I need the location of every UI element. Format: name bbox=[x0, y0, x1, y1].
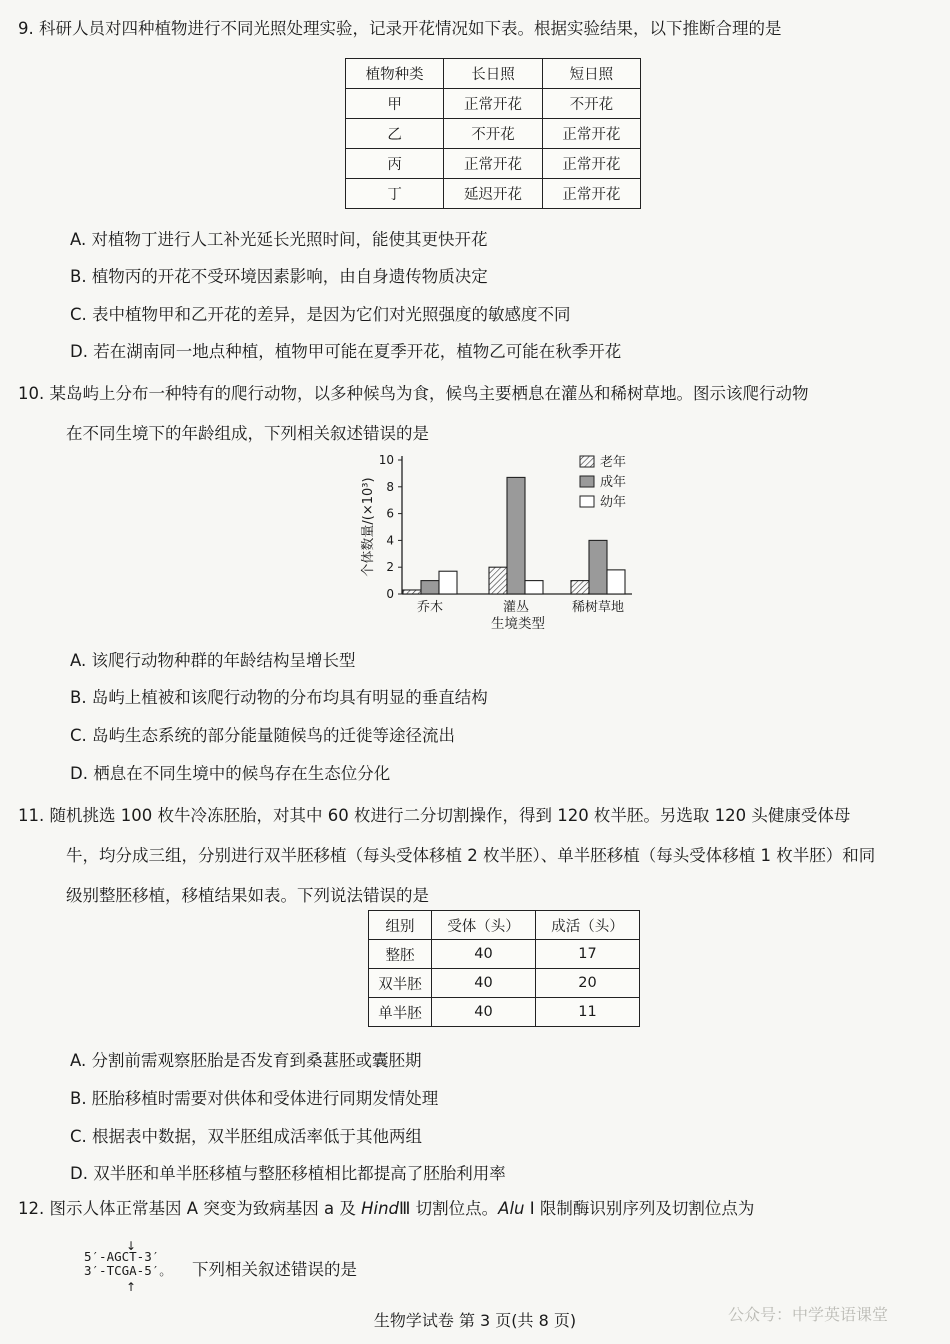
table-cell: 正常开花 bbox=[542, 119, 640, 149]
t11-header-row bbox=[369, 911, 640, 940]
table-row bbox=[346, 149, 641, 179]
y-tick-label: 10 bbox=[378, 453, 394, 467]
table-cell: 延迟开花 bbox=[444, 179, 542, 209]
y-axis-label: 个体数量/(×10³) bbox=[361, 477, 376, 577]
legend-swatch bbox=[580, 456, 594, 467]
bar-adult bbox=[589, 540, 607, 594]
x-tick-label: 乔木 bbox=[416, 600, 444, 615]
t11-header-cell: 组别 bbox=[369, 911, 432, 940]
t9-header-cell: 长日照 bbox=[444, 59, 542, 89]
t11-header-cell: 成活（头） bbox=[535, 911, 639, 940]
legend-label: 老年 bbox=[600, 455, 627, 470]
table-row bbox=[369, 940, 640, 969]
bar-adult bbox=[507, 477, 525, 594]
cut-site-arrow-bottom: ↑ bbox=[126, 1280, 137, 1294]
table-row bbox=[369, 998, 640, 1027]
t9-header-row bbox=[346, 59, 641, 89]
cut-site-arrow-top: ↓ bbox=[126, 1239, 137, 1253]
age-structure-bar-chart bbox=[350, 452, 650, 632]
y-tick-label: 4 bbox=[386, 533, 394, 548]
question-9-stem: 9. 科研人员对四种植物进行不同光照处理实验，记录开花情况如下表。根据实验结果，以下推断合理的是 bbox=[18, 19, 782, 38]
bar-old bbox=[489, 567, 507, 594]
q10-option-a[interactable]: A. 该爬行动物种群的年龄结构呈增长型 bbox=[70, 651, 356, 670]
table-cell: 40 bbox=[431, 969, 535, 998]
y-tick-label: 2 bbox=[386, 560, 394, 575]
table-cell: 40 bbox=[431, 940, 535, 969]
legend-swatch bbox=[580, 476, 594, 487]
table-cell: 正常开花 bbox=[444, 89, 542, 119]
t9-header-cell: 植物种类 bbox=[346, 59, 444, 89]
q11-option-d[interactable]: D. 双半胚和单半胚移植与整胚移植相比都提高了胚胎利用率 bbox=[70, 1164, 506, 1183]
x-axis-label: 生境类型 bbox=[491, 616, 545, 632]
dna-bottom-strand: 3′-TCGA-5′。 bbox=[84, 1263, 172, 1278]
table-cell: 不开花 bbox=[542, 89, 640, 119]
watermark-text: 公众号：中学英语课堂 bbox=[727, 1305, 888, 1324]
table-cell: 20 bbox=[535, 969, 639, 998]
table-cell: 整胚 bbox=[369, 940, 432, 969]
question-11-table bbox=[368, 910, 640, 1027]
q10-option-d[interactable]: D. 栖息在不同生境中的候鸟存在生态位分化 bbox=[70, 764, 391, 783]
bar-old bbox=[403, 590, 421, 594]
question-12-stem: 12. 图示人体正常基因 A 突变为致病基因 a 及 HindⅢ 切割位点。Alu Ⅰ 限制酶识别序列及切割位点为 bbox=[18, 1199, 755, 1218]
x-tick-label: 灌丛 bbox=[502, 600, 530, 615]
q9-option-a[interactable]: A. 对植物丁进行人工补光延长光照时间，能使其更快开花 bbox=[70, 230, 488, 249]
question-11-stem: 11. 随机挑选 100 枚牛冷冻胚胎，对其中 60 枚进行二分切割操作，得到 120 枚半胚。另选取 120 头健康受体母 牛，均分成三组，分别进行双半胚移植（每头受体移植 2 枚半胚）、单半胚移植（每头受体移植 1 枚半胚）和同 级别整胚移植，移植结果如表。下列说法错误的是 bbox=[18, 806, 876, 905]
q11-option-b[interactable]: B. 胚胎移植时需要对供体和受体进行同期发情处理 bbox=[70, 1089, 439, 1108]
bar-adult bbox=[421, 581, 439, 594]
table-row bbox=[346, 89, 641, 119]
table-cell: 40 bbox=[431, 998, 535, 1027]
table-cell: 丁 bbox=[346, 179, 444, 209]
question-9-table bbox=[345, 58, 641, 209]
table-cell: 不开花 bbox=[444, 119, 542, 149]
t11-header-cell: 受体（头） bbox=[431, 911, 535, 940]
table-cell: 17 bbox=[535, 940, 639, 969]
page-footer: 生物学试卷 第 3 页(共 8 页) bbox=[373, 1311, 577, 1330]
table-cell: 乙 bbox=[346, 119, 444, 149]
q9-option-b[interactable]: B. 植物丙的开花不受环境因素影响，由自身遗传物质决定 bbox=[70, 267, 488, 286]
y-tick-label: 8 bbox=[386, 479, 394, 494]
y-tick-label: 0 bbox=[386, 587, 394, 601]
table-cell: 正常开花 bbox=[542, 149, 640, 179]
table-cell: 正常开花 bbox=[444, 149, 542, 179]
q9-option-c[interactable]: C. 表中植物甲和乙开花的差异，是因为它们对光照强度的敏感度不同 bbox=[70, 305, 571, 324]
legend-swatch bbox=[580, 496, 594, 507]
table-cell: 甲 bbox=[346, 89, 444, 119]
x-tick-label: 稀树草地 bbox=[571, 600, 625, 615]
table-row bbox=[346, 119, 641, 149]
legend-label: 幼年 bbox=[600, 495, 627, 510]
legend-label: 成年 bbox=[600, 475, 627, 490]
table-row bbox=[369, 969, 640, 998]
question-10-stem: 10. 某岛屿上分布一种特有的爬行动物，以多种候鸟为食，候鸟主要栖息在灌丛和稀树草地。图示该爬行动物 在不同生境下的年龄组成，下列相关叙述错误的是 bbox=[18, 384, 809, 443]
bar-young bbox=[439, 571, 457, 594]
y-tick-label: 6 bbox=[386, 506, 394, 521]
table-cell: 双半胚 bbox=[369, 969, 432, 998]
q10-option-b[interactable]: B. 岛屿上植被和该爬行动物的分布均具有明显的垂直结构 bbox=[70, 688, 488, 707]
q12-stem-tail: 下列相关叙述错误的是 bbox=[192, 1260, 357, 1279]
table-row bbox=[346, 179, 641, 209]
bar-old bbox=[571, 581, 589, 594]
t9-header-cell: 短日照 bbox=[542, 59, 640, 89]
table-cell: 丙 bbox=[346, 149, 444, 179]
q10-option-c[interactable]: C. 岛屿生态系统的部分能量随候鸟的迁徙等途径流出 bbox=[70, 726, 456, 745]
table-cell: 11 bbox=[535, 998, 639, 1027]
bar-young bbox=[607, 570, 625, 594]
table-cell: 正常开花 bbox=[542, 179, 640, 209]
dna-top-strand: 5′-AGCT-3′ bbox=[84, 1249, 160, 1264]
dna-sequence bbox=[84, 1250, 172, 1278]
q9-option-d[interactable]: D. 若在湖南同一地点种植，植物甲可能在夏季开花，植物乙可能在秋季开花 bbox=[70, 342, 622, 361]
table-cell: 单半胚 bbox=[369, 998, 432, 1027]
q11-option-a[interactable]: A. 分割前需观察胚胎是否发育到桑葚胚或囊胚期 bbox=[70, 1051, 422, 1070]
bar-young bbox=[525, 581, 543, 594]
q11-option-c[interactable]: C. 根据表中数据，双半胚组成活率低于其他两组 bbox=[70, 1127, 423, 1146]
